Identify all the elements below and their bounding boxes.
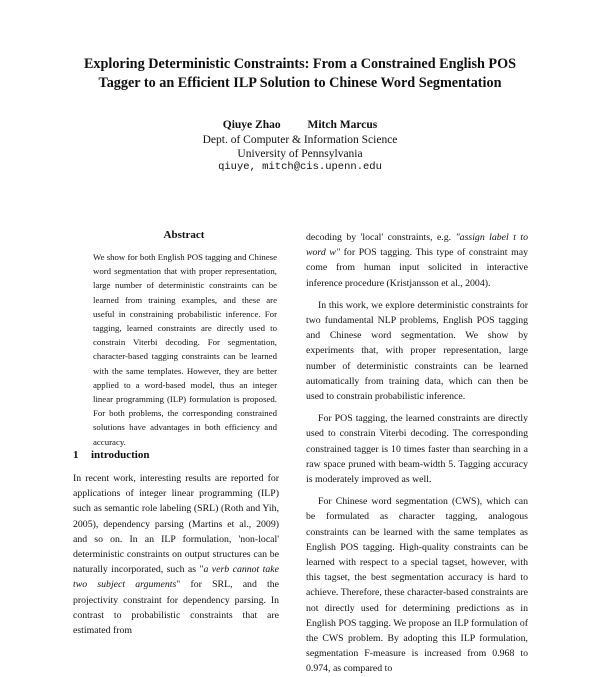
body-paragraph: In this work, we explore deterministic constraints for two fundamental NLP problems, English POS tagging and Chinese word segmentation. We show by experiments that, with proper representation, large number of deterministic constraints can be learned automatically from training data, which can then be used to constrain probabilistic inference. bbox=[306, 299, 528, 403]
paper-title bbox=[40, 55, 560, 93]
body-paragraph: For Chinese word segmentation (CWS), which can be formulated as character tagging, analogous constraints can be learned with the same templates as English POS tagging. High-quality constraints can be learned with respect to a special tagset, however, with this tagset, the best segmentation accuracy is hard to achieve. Therefore, these character-based constraints are not directly used for determining predictions as in English POS tagging. We propose an ILP formulation of the CWS problem. By adopting this ILP formulation, segmentation F-measure is increased from 0.968 to 0.974, as compared to bbox=[306, 496, 528, 675]
author-email: qiuye, mitch@cis.upenn.edu bbox=[218, 161, 382, 173]
author-name: Qiuye Zhao bbox=[222, 119, 281, 131]
title-line-1: Exploring Deterministic Constraints: From a Constrained English POS bbox=[83, 56, 517, 72]
section-heading bbox=[73, 449, 149, 461]
section-title: introduction bbox=[91, 449, 150, 461]
intro-column-left bbox=[73, 471, 279, 638]
abstract-heading: Abstract bbox=[163, 229, 205, 241]
body-text-a: decoding by 'local' constraints, e.g. bbox=[306, 232, 456, 243]
body-paragraph bbox=[306, 230, 528, 291]
body-paragraph: For POS tagging, the learned constraints are directly used to constrain Viterbi decoding. The corresponding constrained tagger is 10 times faster than searching in a raw space pruned with beam-width 5. Tagging accuracy is moderately improved as well. bbox=[306, 413, 528, 486]
affiliation-university: University of Pennsylvania bbox=[237, 148, 363, 160]
abstract-text: We show for both English POS tagging and Chinese word segmentation that with proper representation, large number of deterministic constraints can be learned from training examples, and these are useful in constraining probabilistic inference. For tagging, learned constraints are directly used to constrain Viterbi decoding. For segmentation, character-based tagging constraints can be learned with the same templates. However, they are better applied to a word-based model, thus an integer linear programming (ILP) formulation is proposed. For both problems, the corresponding constrained solutions have advantages in both efficiency and accuracy. bbox=[93, 252, 278, 447]
body-example-emphasis: "assign label t to word w" bbox=[306, 232, 528, 259]
intro-example-emphasis: a verb cannot take two subject arguments bbox=[73, 564, 279, 591]
author-list bbox=[0, 119, 600, 131]
section-number: 1 bbox=[73, 449, 79, 461]
intro-paragraph bbox=[73, 471, 279, 638]
title-line-2: Tagger to an Efficient ILP Solution to Chinese Word Segmentation bbox=[98, 75, 502, 91]
body-column-right bbox=[306, 230, 528, 677]
affiliation-department: Dept. of Computer & Information Science bbox=[202, 134, 398, 146]
intro-text-a: In recent work, interesting results are reported for applications of integer linear programming (ILP) such as semantic role labeling (SRL) (Roth and Yih, 2005), dependency parsing (Martins et al., 2009) and so on. In an ILP formulation, 'non-local' deterministic constraints on output structures can be naturally incorporated, such as " bbox=[73, 473, 279, 576]
intro-text-b: " for SRL, and the projectivity constraint for dependency parsing. In contrast to probabilistic constraints that are estimated from bbox=[73, 579, 280, 637]
body-text-b: for POS tagging. This type of constraint may come from human input solicited in interactive inference procedure (Kristjansson et al., 2004). bbox=[306, 247, 528, 289]
author-name: Mitch Marcus bbox=[307, 119, 378, 131]
